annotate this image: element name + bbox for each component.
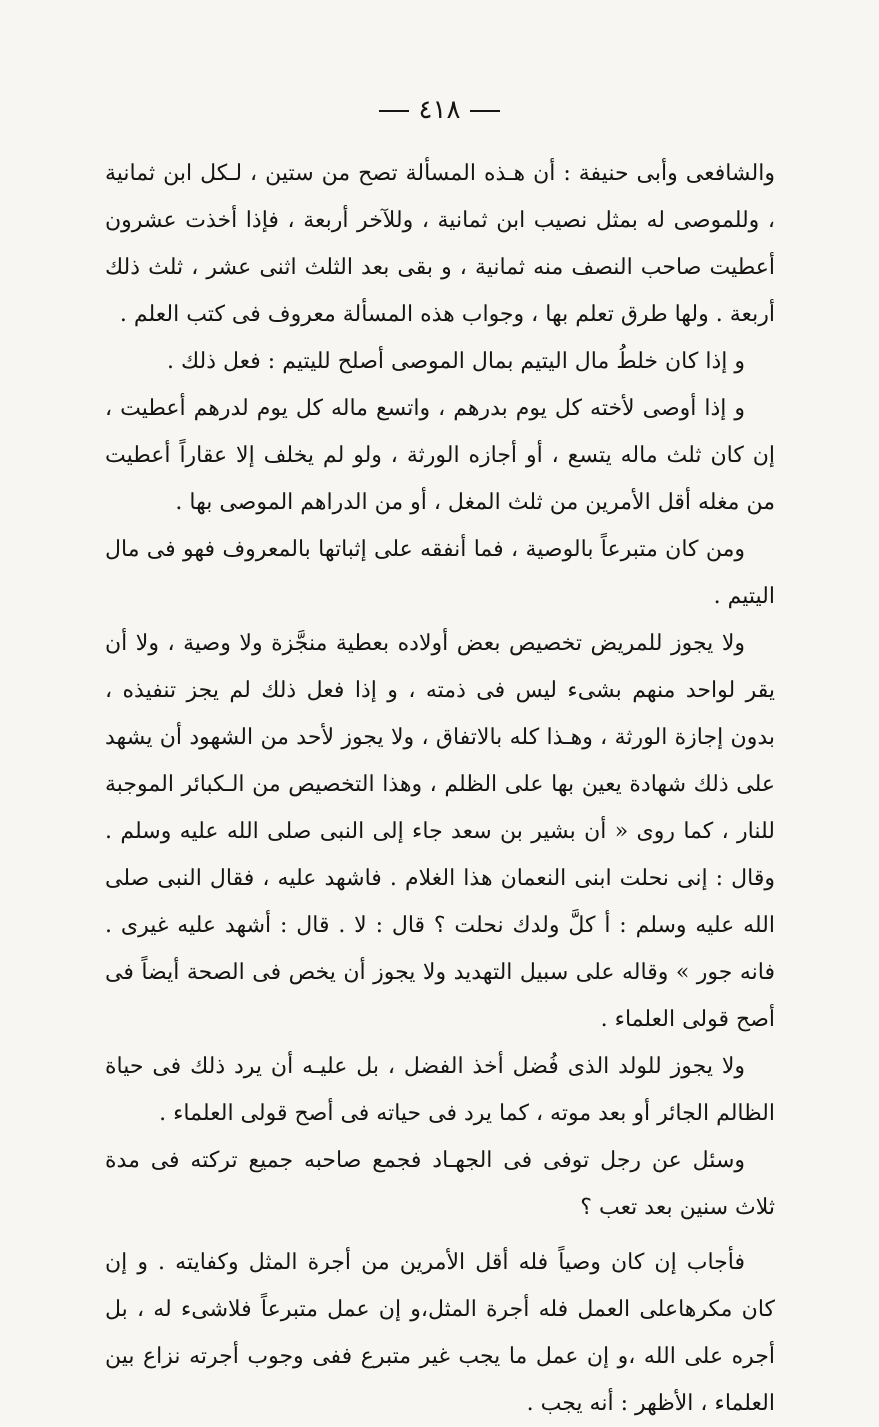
- paragraph-1: والشافعى وأبى حنيفة : أن هـذه المسألة تصح من ستين ، لـكل ابن ثمانية ، وللموصى له بمثل نصيب ابن ثمانية ، وللآخر أربعة ، فإذا أخذت عشرون أعطيت صاحب النصف منه ثمانية ، و بقى بعد الثلث اثنى عشر ، ثلث ذلك أربعة . ولها طرق تعلم بها ، وجواب هذه المسألة معروف فى كتب العلم .: [105, 161, 775, 327]
- paragraph-7: وسئل عن رجل توفى فى الجهـاد فجمع صاحبه جميع تركته فى مدة ثلاث سنين بعد تعب ؟: [105, 1148, 775, 1220]
- paragraph-2: و إذا كان خلطُ مال اليتيم بمال الموصى أصلح لليتيم : فعل ذلك .: [166, 349, 745, 374]
- page-number: ٤١٨: [418, 95, 461, 125]
- paragraph-3: و إذا أوصى لأخته كل يوم بدرهم ، واتسع ماله كل يوم لدرهم أعطيت ، إن كان ثلث ماله يتسع ، أو أجازه الورثة ، ولو لم يخلف إلا عقاراً أعطيت من مغله أقل الأمرين من ثلث المغل ، أو من الدراهم الموصى بها .: [105, 396, 775, 515]
- body-text: [105, 150, 775, 1427]
- paragraph-4: ومن كان متبرعاً بالوصية ، فما أنفقه على إثباتها بالمعروف فهو فى مال اليتيم .: [105, 537, 775, 609]
- right-dash: [470, 110, 500, 112]
- page-header: [0, 92, 879, 128]
- left-dash: [379, 110, 409, 112]
- paragraph-8: فأجاب إن كان وصياً فله أقل الأمرين من أجرة المثل وكفايته . و إن كان مكرهاعلى العمل فله أجرة المثل،و إن عمل متبرعاً فلاشىء له ، بل أجره على الله ،و إن عمل ما يجب غير متبرع ففى وجوب أجرته نزاع بين العلماء ، الأظهر : أنه يجب .: [105, 1250, 775, 1416]
- paragraph-6: ولا يجوز للولد الذى فُضل أخذ الفضل ، بل عليـه أن يرد ذلك فى حياة الظالم الجائر أو بعد موته ، كما يرد فى حياته فى أصح قولى العلماء .: [105, 1054, 775, 1126]
- paragraph-5: ولا يجوز للمريض تخصيص بعض أولاده بعطية منجَّزة ولا وصية ، ولا أن يقر لواحد منهم بشىء ليس فى ذمته ، و إذا فعل ذلك لم يجز تنفيذه ، بدون إجازة الورثة ، وهـذا كله بالاتفاق ، ولا يجوز لأحد من الشهود أن يشهد على ذلك شهادة يعين بها على الظلم ، وهذا التخصيص من الـكبائر الموجبة للنار ، كما روى « أن بشير بن سعد جاء إلى النبى صلى الله عليه وسلم . وقال : إنى نحلت ابنى النعمان هذا الغلام . فاشهد عليه ، فقال النبى صلى الله عليه وسلم : أ كلَّ ولدك نحلت ؟ قال : لا . قال : أشهد عليه غيرى . فانه جور » وقاله على سبيل التهديد ولا يجوز أن يخص فى الصحة أيضاً فى أصح قولى العلماء .: [105, 631, 775, 1032]
